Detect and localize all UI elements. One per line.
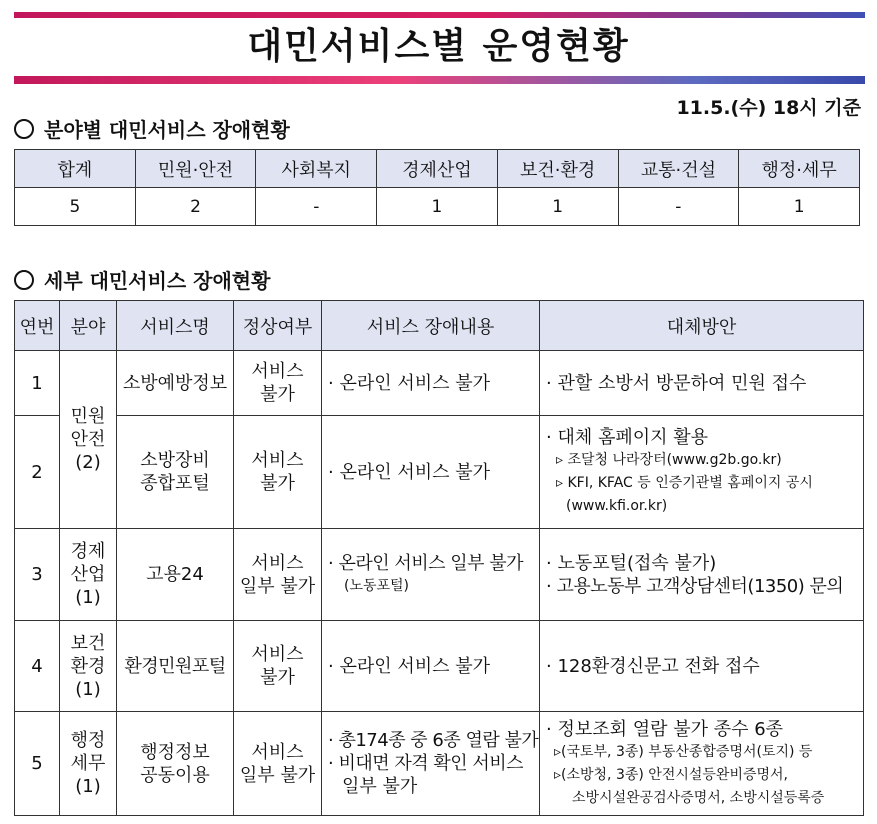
field-line: 보건 [70, 632, 106, 654]
status-cell [234, 712, 322, 816]
table-row [15, 351, 864, 416]
service-name: 환경민원포털 [124, 655, 226, 677]
alternative-line: · 128환경신문고 전화 접수 [546, 655, 760, 677]
value-cell: 2 [135, 188, 256, 226]
status-line: 일부 불가 [239, 575, 316, 597]
header-cell: 서비스명 [117, 301, 234, 351]
alternative-subline: ▹ KFI, KFAC 등 인증기관별 홈페이지 공시 [556, 475, 813, 491]
title-bottom-bar [14, 76, 865, 84]
status-line: 서비스 [251, 741, 304, 763]
alternative-line: · 관할 소방서 방문하여 민원 접수 [546, 372, 807, 394]
field-line: (1) [75, 776, 101, 797]
status-line: 서비스 [251, 644, 304, 665]
section-heading-summary [14, 114, 290, 143]
alternative-subline: ▹(국토부, 3종) 부동산종합증명서(토지) 등 [554, 743, 813, 760]
alternative-line: · 대체 홈페이지 활용 [546, 427, 708, 448]
field-line: 안전 [70, 429, 106, 450]
row-number: 4 [15, 621, 60, 712]
status-cell [234, 351, 322, 416]
header-cell: 대체방안 [540, 301, 864, 351]
header-cell: 서비스 장애내용 [322, 301, 540, 351]
service-name: 고용24 [146, 564, 204, 585]
service-name: 소방장비 [140, 450, 210, 471]
header-cell: 사회복지 [256, 150, 377, 188]
reference-time: 11.5.(수) 18시 기준 [676, 97, 861, 119]
header-cell: 보건·환경 [497, 150, 618, 188]
section-heading-detail [14, 265, 270, 294]
status-line: 불가 [260, 667, 295, 688]
service-name-cell [117, 529, 234, 621]
section-title: 분야별 대민서비스 장애현황 [44, 118, 290, 142]
detail-table [14, 300, 864, 816]
value-cell: 1 [739, 188, 860, 226]
alternative-cell [540, 529, 864, 621]
service-name: 행정정보 [140, 741, 210, 763]
page-title: 대민서비스별 운영현황 [247, 26, 630, 67]
issue-line: 일부 불가 [342, 776, 418, 797]
status-cell [234, 416, 322, 529]
summary-header-row [15, 150, 860, 188]
field-line: (1) [75, 678, 101, 700]
status-line: 일부 불가 [239, 764, 316, 786]
field-line: (2) [75, 452, 101, 473]
table-row [15, 621, 864, 712]
alternative-line: · 정보조회 열람 불가 종수 6종 [546, 718, 784, 740]
status-line: 서비스 [251, 552, 304, 574]
summary-value-row [15, 188, 860, 226]
alternative-line: · 노동포털(접속 불가) [546, 552, 717, 574]
issue-line: · 온라인 서비스 불가 [328, 655, 490, 677]
service-name: 소방예방정보 [122, 372, 228, 394]
field-line: 환경 [70, 655, 106, 677]
table-row [15, 416, 864, 529]
header-cell: 연번 [15, 301, 60, 351]
issue-cell [322, 621, 540, 712]
field-line: (1) [75, 587, 101, 608]
section-title: 세부 대민서비스 장애현황 [44, 269, 271, 293]
field-cell [60, 621, 117, 712]
status-cell [234, 621, 322, 712]
issue-line: · 온라인 서비스 불가 [328, 372, 490, 394]
issue-subline: (노동포털) [344, 577, 410, 594]
alternative-subline: (www.kfi.or.kr) [566, 498, 668, 514]
status-line: 서비스 [251, 450, 304, 471]
issue-line: · 비대면 자격 확인 서비스 [328, 753, 523, 774]
alternative-cell [540, 416, 864, 529]
row-number: 3 [15, 529, 60, 621]
alternative-subline: 소방시설완공검사증명서, 소방시설등록증 [572, 789, 825, 806]
service-name-cell [117, 712, 234, 816]
issue-line: · 온라인 서비스 불가 [328, 461, 490, 483]
header-cell: 행정·세무 [739, 150, 860, 188]
field-line: 민원 [70, 406, 106, 427]
header-cell: 합계 [15, 150, 136, 188]
row-number: 1 [15, 351, 60, 416]
value-cell: 1 [377, 188, 498, 226]
header-cell: 민원·안전 [135, 150, 256, 188]
issue-cell [322, 416, 540, 529]
alternative-cell [540, 621, 864, 712]
service-name: 종합포털 [140, 473, 210, 494]
status-line: 불가 [260, 384, 295, 405]
circle-bullet-icon [14, 270, 34, 290]
issue-cell [322, 351, 540, 416]
issue-line: · 온라인 서비스 일부 불가 [328, 552, 523, 574]
summary-table [14, 149, 860, 226]
field-line: 행정 [70, 730, 106, 751]
field-line: 세무 [70, 753, 106, 774]
row-number: 2 [15, 416, 60, 529]
value-cell: 5 [15, 188, 136, 226]
header-cell: 분야 [60, 301, 117, 351]
alternative-line: · 고용노동부 고객상담센터(1350) 문의 [546, 575, 844, 597]
alternative-cell [540, 351, 864, 416]
value-cell: - [256, 188, 377, 226]
table-row [15, 712, 864, 816]
issue-line: · 총174종 중 6종 열람 불가 [328, 730, 539, 751]
row-number: 5 [15, 712, 60, 816]
header-cell: 경제산업 [377, 150, 498, 188]
alternative-cell [540, 712, 864, 816]
circle-bullet-icon [14, 119, 34, 139]
issue-cell [322, 529, 540, 621]
title-top-bar [14, 12, 865, 18]
field-line: 산업 [70, 564, 106, 585]
table-row [15, 529, 864, 621]
alternative-subline: ▹(소방청, 3종) 안전시설등완비증명서, [554, 766, 788, 783]
value-cell: - [618, 188, 739, 226]
service-name-cell [117, 416, 234, 529]
service-name: 공동이용 [140, 764, 210, 786]
field-line: 경제 [70, 541, 106, 562]
field-cell [60, 712, 117, 816]
field-cell [60, 529, 117, 621]
service-name-cell [117, 351, 234, 416]
field-cell [60, 351, 117, 529]
status-line: 서비스 [251, 361, 304, 382]
value-cell: 1 [497, 188, 618, 226]
status-cell [234, 529, 322, 621]
status-line: 불가 [260, 473, 295, 494]
alternative-subline: ▹ 조달청 나라장터(www.g2b.go.kr) [556, 452, 782, 468]
service-name-cell [117, 621, 234, 712]
header-cell: 정상여부 [234, 301, 322, 351]
header-cell: 교통·건설 [618, 150, 739, 188]
detail-header-row [15, 301, 864, 351]
issue-cell [322, 712, 540, 816]
